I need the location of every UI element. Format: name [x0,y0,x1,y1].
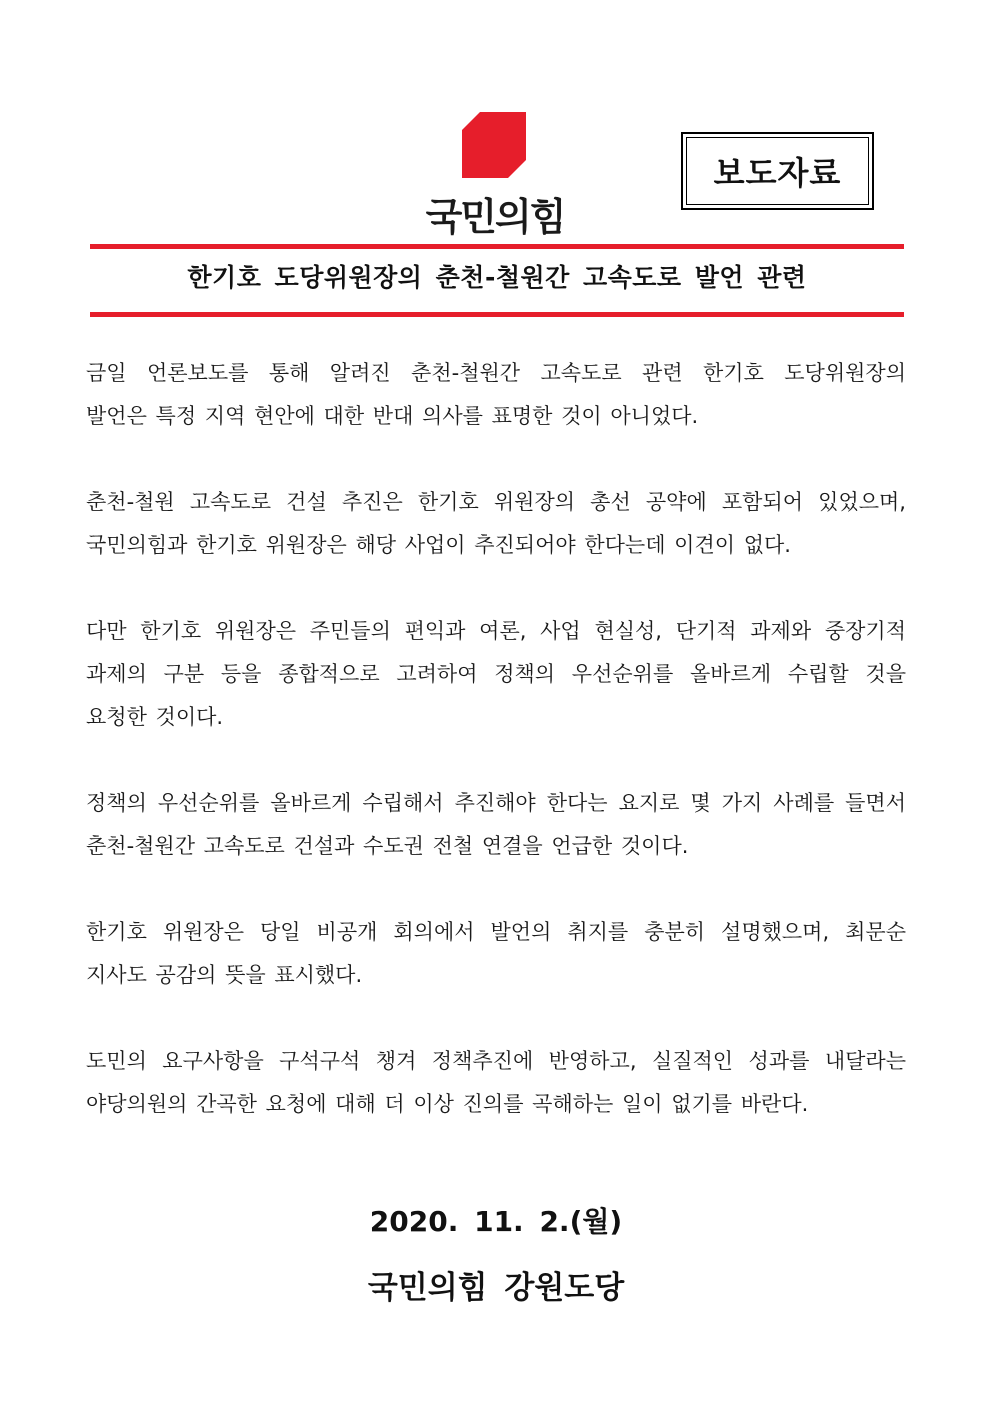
press-release-badge [681,132,874,210]
paragraph-line: 야당의원의 간곡한 요청에 대해 더 이상 진의를 곡해하는 일이 없기를 바란다. [86,1092,809,1116]
paragraph-5 [86,911,906,997]
paragraph-line: 지사도 공감의 뜻을 표시했다. [86,963,363,987]
issuing-organization: 국민의힘 강원도당 [367,1270,625,1306]
party-logo-mark-icon [462,112,526,178]
paragraph-line: 춘천-철원 고속도로 건설 추진은 한기호 위원장의 총선 공약에 포함되어 있었으며, [86,490,906,514]
paragraph-line: 도민의 요구사항을 구석구석 챙겨 정책추진에 반영하고, 실질적인 성과를 내달라는 [86,1049,906,1073]
paragraph-1 [86,352,906,438]
paragraph-line: 국민의힘과 한기호 위원장은 해당 사업이 추진되어야 한다는데 이견이 없다. [86,533,791,557]
paragraph-line: 금일 언론보도를 통해 알려진 춘천-철원간 고속도로 관련 한기호 도당위원장의 [86,361,906,385]
paragraph-line: 정책의 우선순위를 올바르게 수립해서 추진해야 한다는 요지로 몇 가지 사례를 들면서 [86,791,906,815]
paragraph-3 [86,610,906,739]
paragraph-line: 발언은 특정 지역 현안에 대한 반대 의사를 표명한 것이 아니었다. [86,404,699,428]
paragraph-4 [86,782,906,868]
paragraph-line: 한기호 위원장은 당일 비공개 회의에서 발언의 취지를 충분히 설명했으며, 최문순 [86,920,906,944]
paragraph-line: 다만 한기호 위원장은 주민들의 편익과 여론, 사업 현실성, 단기적 과제와 중장기적 [86,619,906,643]
body-text [86,352,906,1169]
headline: 한기호 도당위원장의 춘천-철원간 고속도로 발언 관련 [187,263,807,292]
paragraph-line: 춘천-철원간 고속도로 건설과 수도권 전철 연결을 언급한 것이다. [86,834,689,858]
paragraph-6 [86,1040,906,1126]
headline-bottom-rule [90,312,904,317]
release-date: 2020. 11. 2.(월) [369,1205,623,1238]
headline-top-rule [90,244,904,249]
party-logo [400,112,590,242]
press-release-label: 보도자료 [686,137,869,205]
paragraph-line: 과제의 구분 등을 종합적으로 고려하여 정책의 우선순위를 올바르게 수립할 것을 [86,662,906,686]
party-logo-text: 국민의힘 [425,195,565,239]
paragraph-line: 요청한 것이다. [86,705,224,729]
paragraph-2 [86,481,906,567]
